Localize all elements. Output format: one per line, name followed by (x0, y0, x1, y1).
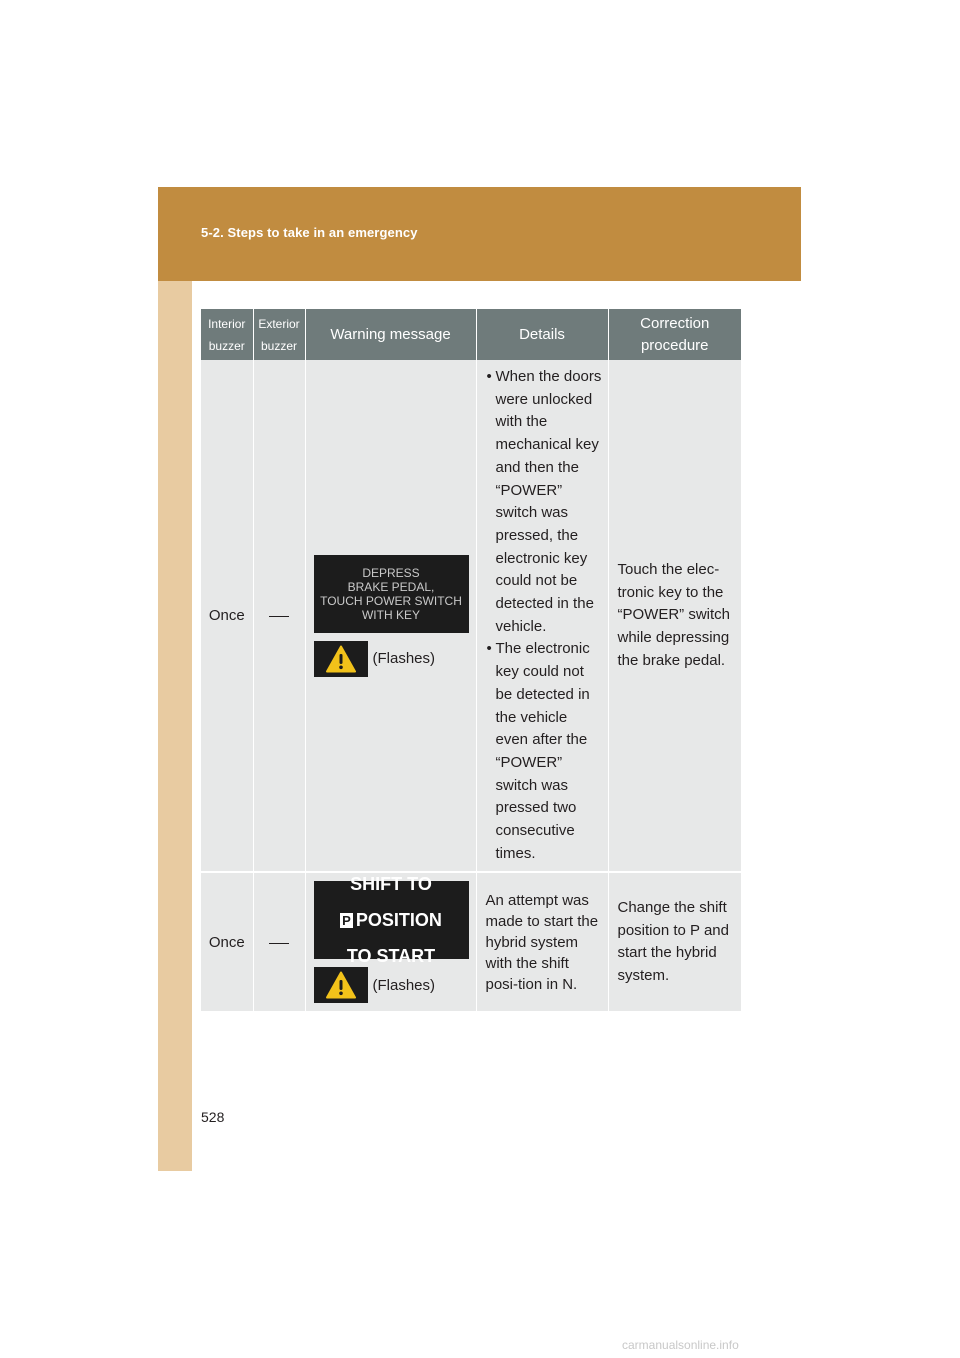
interior-buzzer-cell: Once (201, 872, 253, 1012)
side-strip (158, 281, 192, 1171)
exterior-buzzer-cell (253, 360, 305, 872)
table-row (201, 360, 741, 872)
warning-message-cell (305, 360, 476, 872)
header-correction-procedure: Correction procedure (608, 309, 741, 360)
table-header-row (201, 309, 741, 360)
table-row (201, 872, 741, 1012)
header-warning-message: Warning message (305, 309, 476, 360)
park-position-badge: P (342, 913, 351, 929)
flashes-label: (Flashes) (372, 976, 436, 994)
header-interior-buzzer: Interior buzzer (201, 309, 253, 360)
warning-message-cell (305, 872, 476, 1012)
correction-cell: Touch the elec-tronic key to the “POWER” switch while depressing the brake pedal. (608, 360, 741, 872)
section-title: 5-2. Steps to take in an emergency (201, 225, 418, 240)
section-header-band (158, 187, 801, 281)
header-details: Details (476, 309, 608, 360)
exterior-buzzer-cell (253, 872, 305, 1012)
details-cell: An attempt was made to start the hybrid system with the shift posi-tion in N. (476, 872, 608, 1012)
page-number: 528 (201, 1109, 225, 1125)
flashes-label: (Flashes) (372, 650, 436, 668)
details-cell (476, 360, 608, 872)
warning-display-panel: SHIFT TO P POSITION TO START (314, 881, 469, 959)
header-exterior-buzzer: Exterior buzzer (253, 309, 305, 360)
details-bullet: • The electronic key could not be detected in the vehicle even after the “POWER” switch was pressed two consecutive times. (487, 638, 604, 865)
watermark-url: carmanualsonline.info (622, 1338, 739, 1352)
no-buzzer-dash (269, 616, 289, 617)
details-bullet: • When the doors were unlocked with the mechanical key and then the “POWER” switch was pressed, the electronic key could not be detected in the vehicle. (487, 366, 604, 638)
warning-triangle-icon (314, 967, 368, 1003)
warning-display-panel: DEPRESS BRAKE PEDAL, TOUCH POWER SWITCH WITH KEY (314, 555, 469, 633)
warning-table (201, 309, 741, 1013)
interior-buzzer-cell: Once (201, 360, 253, 872)
correction-cell: Change the shift position to P and start the hybrid system. (608, 872, 741, 1012)
no-buzzer-dash (269, 943, 289, 944)
warning-triangle-icon (314, 641, 368, 677)
